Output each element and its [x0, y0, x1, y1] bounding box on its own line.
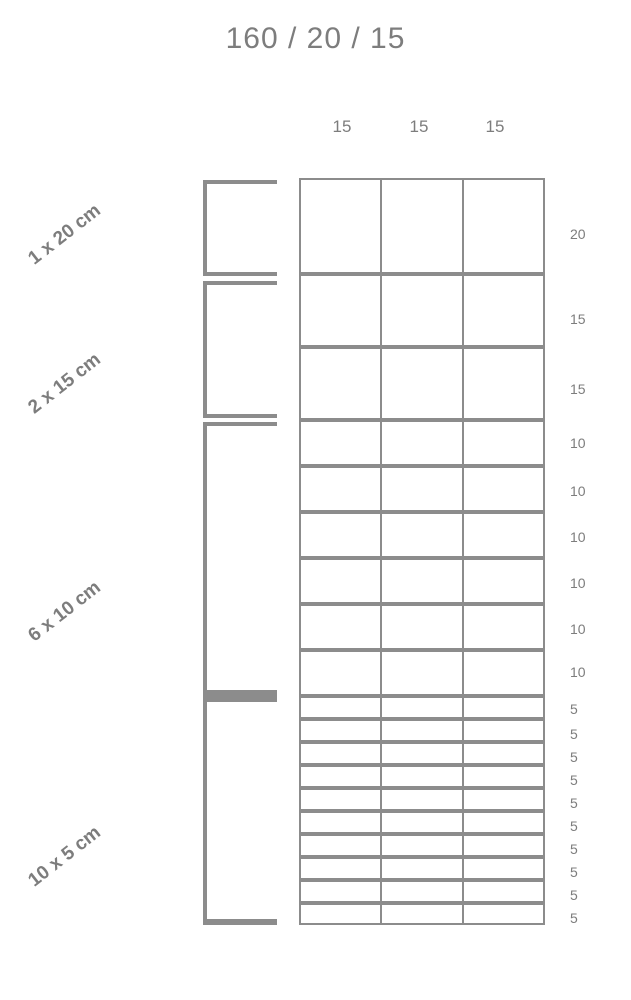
row-size-label: 10: [570, 575, 586, 591]
row-size-label: 5: [570, 910, 578, 926]
grid-cell: [464, 698, 543, 717]
grid-cell: [382, 721, 463, 740]
row-size-label: 5: [570, 726, 578, 742]
group-label-1x20: 1 x 20 cm: [24, 199, 105, 270]
grid-cell: [464, 606, 543, 648]
row-size-label: 20: [570, 226, 586, 242]
grid-cell: [301, 836, 382, 855]
grid-cell: [301, 813, 382, 832]
grid-cell: [382, 468, 463, 510]
table-row: [299, 466, 545, 512]
table-row: [299, 857, 545, 880]
row-size-label: 5: [570, 701, 578, 717]
table-row: [299, 880, 545, 903]
grid-cell: [464, 721, 543, 740]
group-label-10x5: 10 x 5 cm: [24, 821, 105, 892]
grid-cell: [301, 349, 382, 418]
grid-cell: [464, 744, 543, 763]
table-row: [299, 650, 545, 696]
table-row: [299, 811, 545, 834]
grid-cell: [301, 468, 382, 510]
grid-cell: [301, 606, 382, 648]
grid-cell: [301, 180, 382, 272]
grid-cell: [301, 859, 382, 878]
grid-cell: [301, 744, 382, 763]
grid-cell: [464, 468, 543, 510]
group-label-2x15: 2 x 15 cm: [24, 348, 105, 419]
grid-cell: [464, 859, 543, 878]
grid-cell: [301, 422, 382, 464]
grid-cell: [382, 276, 463, 345]
row-size-label: 5: [570, 864, 578, 880]
grid-cell: [464, 652, 543, 694]
table-row: [299, 834, 545, 857]
table-row: [299, 604, 545, 650]
row-size-label: 5: [570, 818, 578, 834]
page-title: 160 / 20 / 15: [225, 22, 406, 55]
grid-cell: [464, 790, 543, 809]
column-header-0: 15: [332, 117, 352, 136]
grid-cell: [301, 790, 382, 809]
grid-cell: [382, 606, 463, 648]
bracket-1x20: [203, 180, 277, 276]
grid-cell: [301, 905, 382, 923]
grid-cell: [382, 813, 463, 832]
row-size-label: 5: [570, 749, 578, 765]
row-size-label: 15: [570, 311, 586, 327]
table-row: [299, 719, 545, 742]
grid-cell: [464, 767, 543, 786]
grid-cell: [382, 652, 463, 694]
grid-cell: [382, 349, 463, 418]
shelf-grid: [299, 178, 545, 925]
grid-cell: [301, 560, 382, 602]
grid-cell: [382, 882, 463, 901]
grid-cell: [301, 698, 382, 717]
grid-cell: [382, 698, 463, 717]
row-size-label: 5: [570, 887, 578, 903]
table-row: [299, 420, 545, 466]
table-row: [299, 742, 545, 765]
table-row: [299, 765, 545, 788]
table-row: [299, 347, 545, 420]
table-row: [299, 696, 545, 719]
grid-cell: [464, 882, 543, 901]
bracket-10x5: [203, 696, 277, 925]
grid-cell: [301, 276, 382, 345]
grid-cell: [301, 767, 382, 786]
row-size-label: 5: [570, 772, 578, 788]
grid-cell: [382, 560, 463, 602]
row-size-label: 5: [570, 841, 578, 857]
row-size-label: 10: [570, 483, 586, 499]
table-row: [299, 558, 545, 604]
column-header-2: 15: [485, 117, 505, 136]
row-size-label: 10: [570, 529, 586, 545]
bracket-2x15: [203, 281, 277, 418]
table-row: [299, 178, 545, 274]
grid-cell: [464, 813, 543, 832]
row-size-label: 5: [570, 795, 578, 811]
column-header-1: 15: [409, 117, 429, 136]
grid-cell: [382, 744, 463, 763]
grid-cell: [301, 882, 382, 901]
grid-cell: [382, 422, 463, 464]
row-size-label: 10: [570, 664, 586, 680]
grid-cell: [464, 349, 543, 418]
bracket-6x10: [203, 422, 277, 696]
table-row: [299, 788, 545, 811]
row-size-label: 10: [570, 435, 586, 451]
table-row: [299, 274, 545, 347]
grid-cell: [301, 652, 382, 694]
grid-cell: [464, 905, 543, 923]
grid-cell: [464, 180, 543, 272]
grid-cell: [301, 721, 382, 740]
table-row: [299, 512, 545, 558]
grid-cell: [464, 422, 543, 464]
grid-cell: [382, 859, 463, 878]
grid-cell: [301, 514, 382, 556]
grid-cell: [382, 836, 463, 855]
table-row: [299, 903, 545, 925]
group-label-6x10: 6 x 10 cm: [24, 576, 105, 647]
grid-cell: [382, 180, 463, 272]
grid-cell: [464, 836, 543, 855]
grid-cell: [382, 905, 463, 923]
grid-cell: [464, 514, 543, 556]
grid-cell: [464, 560, 543, 602]
grid-cell: [464, 276, 543, 345]
grid-cell: [382, 514, 463, 556]
grid-cell: [382, 790, 463, 809]
row-size-label: 10: [570, 621, 586, 637]
grid-cell: [382, 767, 463, 786]
row-size-label: 15: [570, 381, 586, 397]
